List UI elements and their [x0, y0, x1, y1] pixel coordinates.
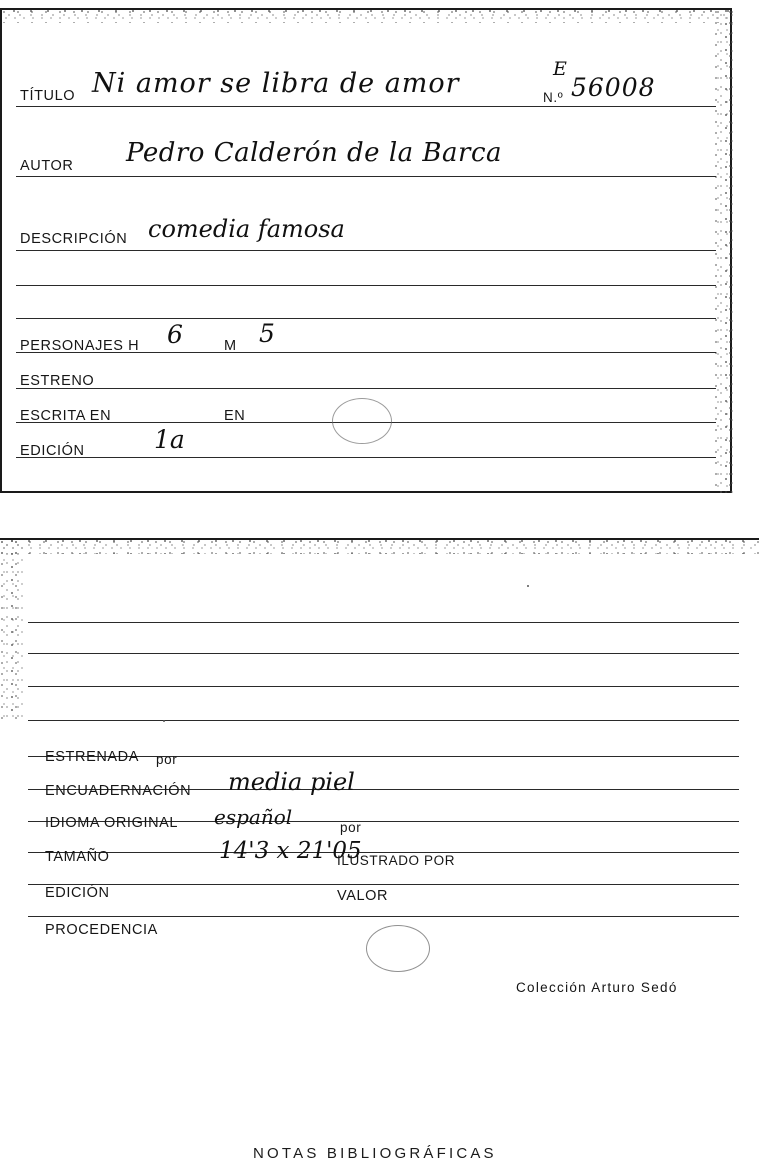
label-escrita-en: ESCRITA EN	[20, 408, 112, 424]
value-numero-superscript: E	[553, 58, 567, 80]
rule-line	[16, 250, 716, 251]
label-valor: VALOR	[337, 888, 389, 904]
label-tamano: TAMAÑO	[45, 849, 110, 865]
rule-line	[16, 176, 716, 177]
rule-line	[28, 653, 739, 654]
value-titulo: Ni amor se libra de amor	[92, 68, 460, 99]
label-titulo: TÍTULO	[20, 88, 76, 104]
scan-speckle-left-edge-back	[0, 540, 26, 720]
rule-line	[16, 318, 716, 319]
label-estreno: ESTRENO	[20, 373, 95, 389]
label-descripcion: DESCRIPCIÓN	[20, 231, 128, 247]
label-en: EN	[224, 408, 246, 424]
label-numero: N.º	[543, 90, 564, 105]
scan-speckle-top-edge-back	[0, 540, 759, 554]
label-edicion: EDICIÓN	[20, 443, 85, 459]
scan-dot	[163, 720, 165, 722]
label-edicion-back: EDICIÓN	[45, 885, 110, 901]
label-ilustrado-por: ILUSTRADO POR	[337, 853, 456, 868]
value-edicion: 1a	[154, 425, 185, 454]
value-descripcion: comedia famosa	[148, 215, 345, 243]
value-personajes-m: 5	[259, 319, 275, 348]
value-idioma-original: español	[214, 805, 293, 829]
label-personajes-m: M	[224, 338, 237, 354]
value-encuadernacion: media piel	[228, 768, 355, 796]
scan-smudge-back	[366, 925, 430, 972]
label-encuadernacion: ENCUADERNACIÓN	[45, 783, 192, 799]
rule-line	[16, 106, 716, 107]
label-idioma-por: por	[340, 820, 362, 835]
value-autor: Pedro Calderón de la Barca	[126, 138, 503, 168]
value-personajes-h: 6	[167, 320, 183, 349]
rule-line	[28, 884, 739, 885]
rule-line	[16, 388, 716, 389]
notas-bibliograficas-heading: NOTAS BIBLIOGRÁFICAS	[253, 1145, 497, 1162]
label-estrenada-por: por	[156, 752, 178, 767]
rule-line	[16, 285, 716, 286]
rule-line	[16, 457, 716, 458]
label-procedencia: PROCEDENCIA	[45, 922, 158, 938]
rule-line	[28, 622, 739, 623]
collection-note: Colección Arturo Sedó	[516, 980, 678, 995]
scan-speckle-top-edge	[2, 10, 734, 23]
scan-dot	[527, 585, 529, 587]
rule-line	[28, 686, 739, 687]
label-estrenada: ESTRENADA	[45, 749, 140, 765]
rule-line	[28, 720, 739, 721]
rule-line	[28, 916, 739, 917]
value-numero: 56008	[571, 73, 656, 102]
label-autor: AUTOR	[20, 158, 74, 174]
label-personajes-h: PERSONAJES H	[20, 338, 140, 354]
catalogue-card-front	[0, 8, 732, 493]
scan-smudge-front	[332, 398, 392, 444]
value-tamano: 14'3 x 21'05	[219, 838, 362, 864]
label-idioma-original: IDIOMA ORIGINAL	[45, 815, 179, 831]
scan-speckle-right-edge	[714, 10, 734, 495]
